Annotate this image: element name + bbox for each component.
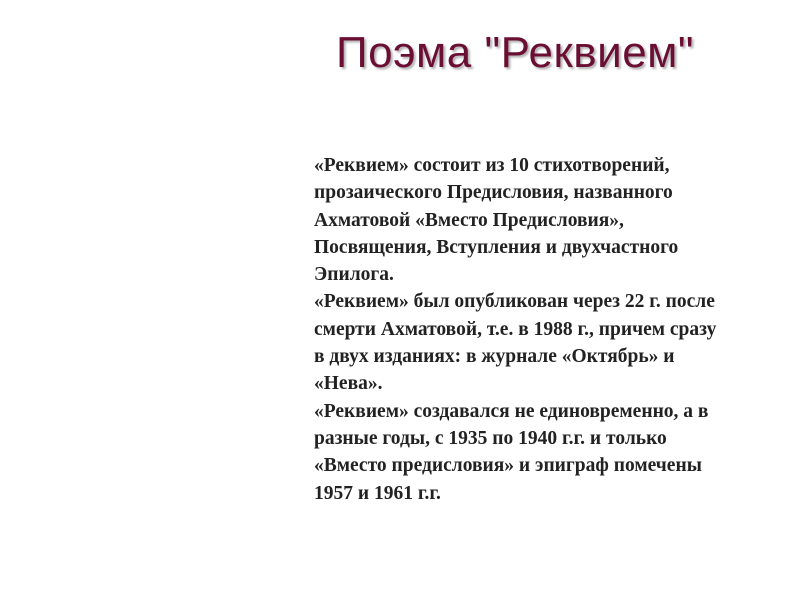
- body-text: [314, 152, 784, 507]
- paragraph-publication: «Реквием» был опубликован через 22 г. после смерти Ахматовой, т.е. в 1988 г., причем сразу в двух изданиях: в журнале «Октябрь» и «Нева».: [314, 291, 717, 395]
- paragraph-composition: «Реквием» состоит из 10 стихотворений, прозаического Предисловия, названного Ахматовой «Вместо Предисловия», Посвящения, Вступления и двухчастного Эпилога.: [314, 155, 679, 286]
- slide-title: Поэма "Реквием": [336, 28, 695, 77]
- paragraph-creation-dates: «Реквием» создавался не единовременно, а в разные годы, с 1935 по 1940 г.г. и только «Вместо предисловия» и эпиграф помечены 1957 и 1961 г.г.: [314, 400, 709, 504]
